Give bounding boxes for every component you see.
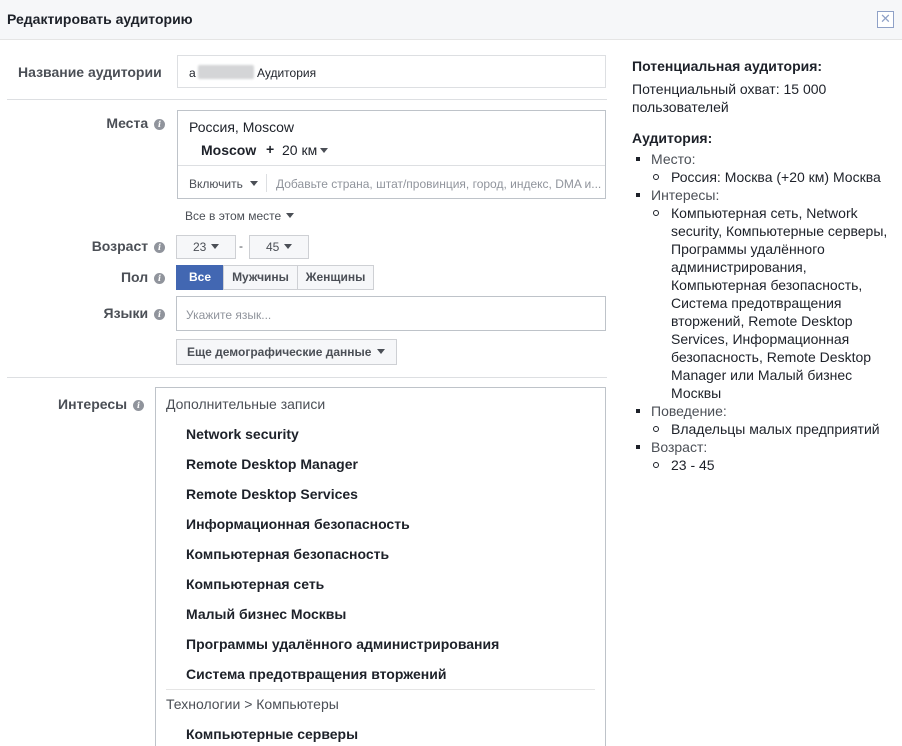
divider xyxy=(178,165,605,166)
languages-label-text: Языки xyxy=(103,305,149,321)
criteria-value: Владельцы малых предприятий xyxy=(651,420,894,438)
interest-category: Дополнительные записи xyxy=(166,396,326,412)
criteria-label: Поведение: xyxy=(651,403,727,419)
interest-item[interactable]: Network security xyxy=(186,426,299,442)
places-box xyxy=(177,110,606,199)
gender-label xyxy=(121,269,165,285)
include-label: Включить xyxy=(189,177,243,191)
radius-value: 20 км xyxy=(282,142,318,158)
gender-selector xyxy=(176,265,374,290)
age-label-text: Возраст xyxy=(91,238,149,254)
criteria-age xyxy=(632,438,894,474)
include-dropdown[interactable] xyxy=(189,177,258,191)
info-icon[interactable]: i xyxy=(133,400,144,411)
criteria-interests xyxy=(632,186,894,402)
caret-down-icon xyxy=(377,349,385,354)
age-from-value: 23 xyxy=(193,240,207,254)
places-search-input[interactable]: Добавьте страна, штат/провинция, город, индекс, DMA и... xyxy=(276,177,601,191)
audience-name-input[interactable] xyxy=(177,55,606,88)
everyone-label: Все в этом месте xyxy=(185,209,282,223)
interest-item[interactable]: Компьютерная сеть xyxy=(186,576,325,592)
places-label xyxy=(106,115,165,131)
info-icon[interactable]: i xyxy=(154,273,165,284)
more-demographics-label: Еще демографические данные xyxy=(187,345,372,359)
gender-female-button[interactable]: Женщины xyxy=(297,265,374,290)
languages-placeholder: Укажите язык... xyxy=(186,308,272,322)
gender-all-button[interactable]: Все xyxy=(176,265,224,290)
interest-item[interactable]: Компьютерная безопасность xyxy=(186,546,390,562)
criteria-label: Место: xyxy=(651,151,696,167)
interest-item[interactable]: Remote Desktop Manager xyxy=(186,456,358,472)
place-country: Россия, Moscow xyxy=(189,119,295,135)
audience-name-prefix: a xyxy=(189,66,196,80)
caret-down-icon xyxy=(250,181,258,186)
interest-category: Технологии > Компьютеры xyxy=(166,696,339,712)
divider xyxy=(266,174,267,192)
age-from-dropdown[interactable] xyxy=(176,235,236,259)
criteria-label: Возраст: xyxy=(651,439,708,455)
place-plus: + xyxy=(266,141,275,157)
gender-label-text: Пол xyxy=(120,269,149,285)
interest-item[interactable]: Малый бизнес Москвы xyxy=(186,606,347,622)
info-icon[interactable]: i xyxy=(154,242,165,253)
criteria-label: Интересы: xyxy=(651,187,720,203)
places-label-text: Места xyxy=(106,115,149,131)
caret-down-icon xyxy=(320,148,328,153)
languages-label xyxy=(104,305,165,321)
criteria-value: 23 - 45 xyxy=(651,456,894,474)
close-icon[interactable]: ✕ xyxy=(877,11,894,28)
audience-name-label: Название аудитории xyxy=(18,64,162,80)
caret-down-icon xyxy=(211,244,219,249)
criteria-value: Россия: Москва (+20 км) Москва xyxy=(651,168,894,186)
potential-audience-title: Потенциальная аудитория: xyxy=(632,58,823,74)
interest-item[interactable]: Компьютерные серверы xyxy=(186,726,359,742)
potential-reach-text: Потенциальный охват: 15 000 пользователей xyxy=(632,81,827,115)
info-icon[interactable]: i xyxy=(154,119,165,130)
criteria-value: Компьютерная сеть, Network security, Компьютерные серверы, Программы удалённого администрирования, Компьютерная безопасность, Система предотвращения вторжений, Remote Desktop Services, Информационная безопасность, Remote Desktop Manager или Малый бизнес Москвы xyxy=(651,204,894,402)
audience-name-value: Аудитория xyxy=(257,66,317,80)
criteria-location xyxy=(632,150,894,186)
interests-label xyxy=(58,396,144,412)
age-to-dropdown[interactable] xyxy=(249,235,309,259)
age-to-value: 45 xyxy=(266,240,280,254)
everyone-in-location-dropdown[interactable] xyxy=(185,209,294,223)
info-icon[interactable]: i xyxy=(154,309,165,320)
radius-dropdown[interactable] xyxy=(282,142,328,158)
interests-label-text: Интересы xyxy=(58,396,128,412)
dialog-title: Редактировать аудиторию xyxy=(7,11,193,27)
divider xyxy=(7,99,607,100)
dialog-header xyxy=(0,0,902,40)
divider xyxy=(7,377,607,378)
criteria-behavior xyxy=(632,402,894,438)
place-city: Moscow xyxy=(201,142,257,158)
caret-down-icon xyxy=(286,213,294,218)
interests-box xyxy=(155,387,606,746)
languages-input[interactable] xyxy=(176,296,606,331)
interest-item[interactable]: Информационная безопасность xyxy=(186,516,410,532)
redacted-text xyxy=(198,65,254,79)
more-demographics-button[interactable] xyxy=(176,339,397,365)
interest-item[interactable]: Remote Desktop Services xyxy=(186,486,358,502)
age-dash: - xyxy=(239,239,243,253)
age-label xyxy=(92,238,165,254)
interest-item[interactable]: Система предотвращения вторжений xyxy=(186,666,447,682)
audience-criteria-list xyxy=(632,150,894,474)
divider xyxy=(166,689,595,690)
audience-summary xyxy=(632,58,894,474)
gender-male-button[interactable]: Мужчины xyxy=(223,265,298,290)
interest-item[interactable]: Программы удалённого администрирования xyxy=(186,636,500,652)
audience-title: Аудитория: xyxy=(632,130,713,146)
caret-down-icon xyxy=(284,244,292,249)
